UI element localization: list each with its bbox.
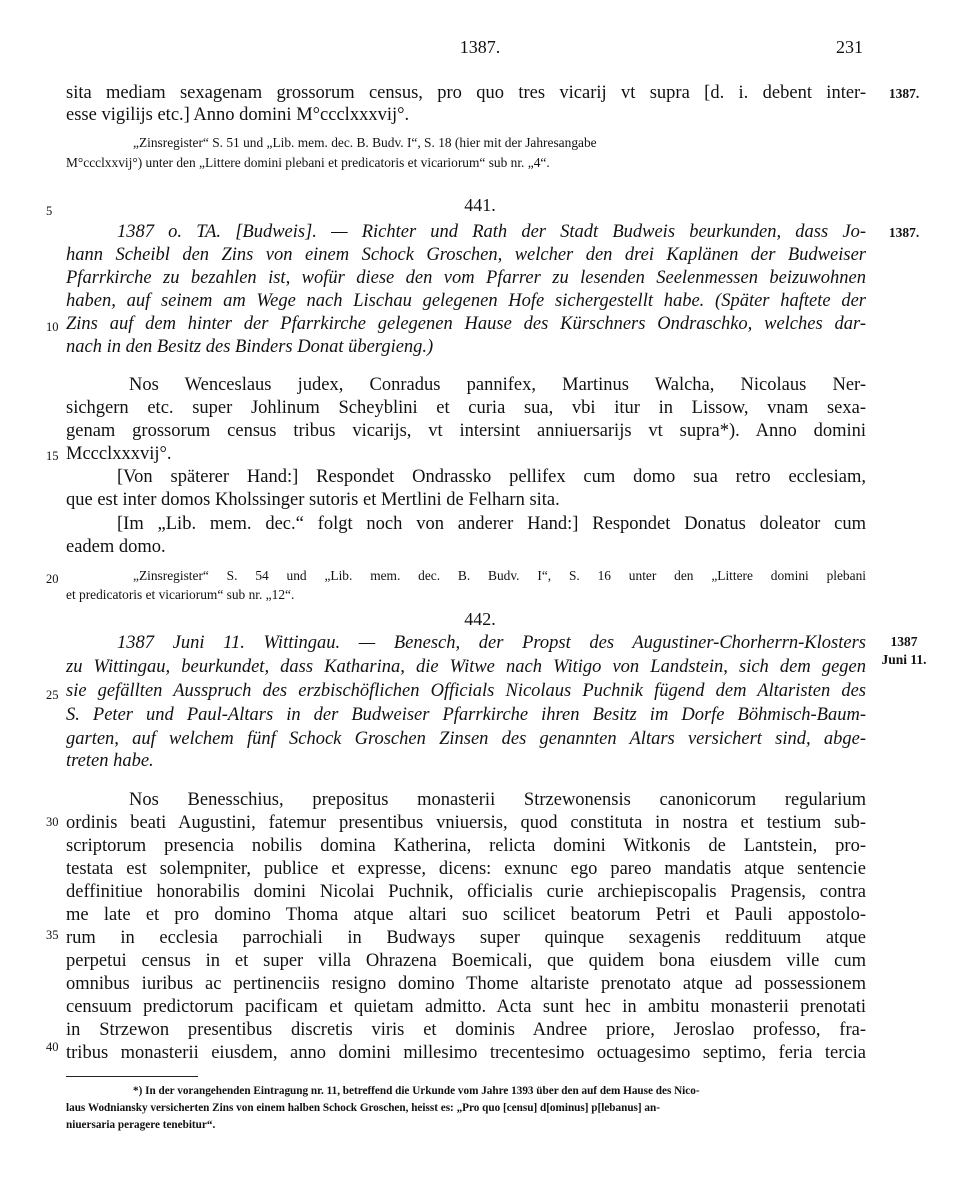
line-number-35: 35 (46, 928, 59, 942)
doc-441-number: 441. (464, 195, 496, 215)
line-number-25: 25 (46, 688, 59, 702)
doc-442-regest-line: garten, auf welchem fünf Schock Groschen Zinsen des genannten Altars versichert sind, abge- (66, 729, 866, 749)
doc-442-text-line: Nos Benesschius, prepositus monasterii Strzewonensis canonicorum regularium (129, 790, 866, 810)
doc-442-text-line: testata est solempniter, publice et expresse, dicens: exnunc ego pareo mandatis atque sentencie (66, 859, 866, 879)
doc-441-regest-line: Zins auf dem hinter der Pfarrkirche gelegenen Hause des Kürschners Ondraschko, welches dar- (66, 314, 866, 334)
margin-year-441: 1387. (888, 225, 920, 240)
margin-year-442: 1387 (890, 634, 918, 649)
doc-442-number: 442. (464, 609, 496, 629)
doc-441-other-hand-line: [Im „Lib. mem. dec.“ folgt noch von anderer Hand:] Respondet Donatus doleator cum (117, 514, 866, 534)
footnote-line: *) In der vorangehenden Eintragung nr. 11, betreffend die Urkunde vom Jahre 1393 über den auf dem Hause des Nico- (133, 1085, 700, 1097)
page-number: 231 (836, 37, 863, 57)
top-note-line: M°ccclxxvij°) unter den „Littere domini plebani et predicatoris et vicariorum“ sub nr. „4“. (66, 155, 550, 170)
doc-442-text-line: tribus monasterii eiusdem, anno domini millesimo trecentesimo octuagesimo septimo, feria tercia (66, 1043, 866, 1063)
line-number-5: 5 (46, 204, 53, 218)
margin-year-top: 1387. (888, 86, 920, 101)
doc-441-text-line: Mccclxxxvij°. (66, 444, 172, 464)
line-number-15: 15 (46, 449, 59, 463)
doc-442-regest-line: treten habe. (66, 751, 154, 771)
footnote-line: laus Wodniansky versicherten Zins von einem halben Schock Groschen, heisst es: „Pro quo [censu] d[ominus] p[lebanus] an- (66, 1102, 660, 1114)
doc-442-regest-line: sie gefällten Ausspruch des erzbischöflichen Officials Nicolaus Puchnik fügend dem Altaristen des (66, 681, 866, 701)
doc-441-text-line: genam grossorum census tribus vicarijs, vt intersint anniuersarijs vt supra*). Anno domini (66, 421, 866, 441)
footnote-rule (66, 1076, 198, 1077)
doc-442-regest-line: zu Wittingau, beurkundet, dass Katharina, die Witwe nach Witigo von Landstein, sich dem gegen (66, 657, 866, 677)
top-text-line: esse vigilijs etc.] Anno domini M°ccclxxxvij°. (66, 105, 410, 125)
doc-442-text-line: me late et pro domino Thoma atque altari suo scilicet beatorum Petri et Pauli appostolo- (66, 905, 866, 925)
doc-442-regest-line: 1387 Juni 11. Wittingau. — Benesch, der Propst des Augustiner-Chorherrn-Klosters (117, 633, 866, 653)
doc-442-text-line: scriptorum presencia nobilis domina Katherina, relicta domini Witkonis de Lantstein, pro- (66, 836, 866, 856)
doc-441-regest-line: nach in den Besitz des Binders Donat übergieng.) (66, 337, 434, 357)
line-number-10: 10 (46, 320, 59, 334)
doc-442-text-line: rum in ecclesia parrochiali in Budways super quinque sexagenis reddituum atque (66, 928, 866, 948)
doc-441-other-hand-line: eadem domo. (66, 537, 166, 557)
top-text-line: sita mediam sexagenam grossorum census, pro quo tres vicarij vt supra [d. i. debent inter- (66, 83, 866, 103)
doc-442-text-line: in Strzewon presentibus discretis viris et dominis Andree priore, Jeroslao professo, fra- (66, 1020, 866, 1040)
doc-441-regest-line: Pfarrkirche zu bezahlen ist, wofür diese den vom Pfarrer zu lesenden Seelenmessen beizuwohnen (66, 268, 866, 288)
doc-442-text-line: perpetui census in et super villa Ohrazena Boemicali, que quidem bona eiusdem ville cum (66, 951, 866, 971)
doc-441-regest-line: haben, auf seinem am Wege nach Lischau gelegenen Hofe sichergestellt habe. (Später haftete der (66, 291, 866, 311)
doc-442-text-line: censuum predictorum pacificam et quietam admitto. Acta sunt hec in ambitu monasterii prenotati (66, 997, 866, 1017)
doc-441-text-line: sichgern etc. super Johlinum Scheyblini et curia sua, vbi itur in Lissow, vnam sexa- (66, 398, 866, 418)
top-note-line: „Zinsregister“ S. 51 und „Lib. mem. dec. B. Budv. I“, S. 18 (hier mit der Jahresangabe (133, 135, 597, 150)
line-number-30: 30 (46, 815, 59, 829)
footnote-line: niuersaria peragere tenebitur“. (66, 1119, 216, 1131)
doc-441-later-hand-line: que est inter domos Kholssinger sutoris et Mertlini de Felharn sita. (66, 490, 560, 510)
doc-441-regest-line: 1387 o. TA. [Budweis]. — Richter und Rath der Stadt Budweis beurkunden, dass Jo- (117, 222, 866, 242)
doc-441-later-hand-line: [Von späterer Hand:] Respondet Ondrassko pellifex cum domo sua retro ecclesiam, (117, 467, 866, 487)
doc-441-note-line: „Zinsregister“ S. 54 und „Lib. mem. dec. B. Budv. I“, S. 16 unter den „Littere domini plebani (133, 568, 866, 583)
margin-date-442: Juni 11. (881, 652, 927, 667)
line-number-40: 40 (46, 1040, 59, 1054)
doc-442-regest-line: S. Peter und Paul-Altars in der Budweiser Pfarrkirche ihren Besitz im Dorfe Böhmisch-Baum- (66, 705, 866, 725)
doc-442-text-line: ordinis beati Augustini, fatemur presentibus vniuersis, quod constituta in nostra et testium sub- (66, 813, 866, 833)
doc-441-note-line: et predicatoris et vicariorum“ sub nr. „12“. (66, 587, 295, 602)
doc-442-text-line: deffinitiue honorabilis domini Nicolai Puchnik, officialis curie archiepiscopalis Pragensis, contra (66, 882, 866, 902)
header-year: 1387. (459, 37, 501, 57)
doc-441-regest-line: hann Scheibl den Zins von einem Schock Groschen, welcher den drei Kaplänen der Budweiser (66, 245, 866, 265)
doc-442-text-line: omnibus iuribus ac pertinenciis resigno domino Thome altariste prenotato atque ad possessionem (66, 974, 866, 994)
doc-441-text-line: Nos Wenceslaus judex, Conradus pannifex, Martinus Walcha, Nicolaus Ner- (129, 375, 866, 395)
line-number-20: 20 (46, 572, 59, 586)
